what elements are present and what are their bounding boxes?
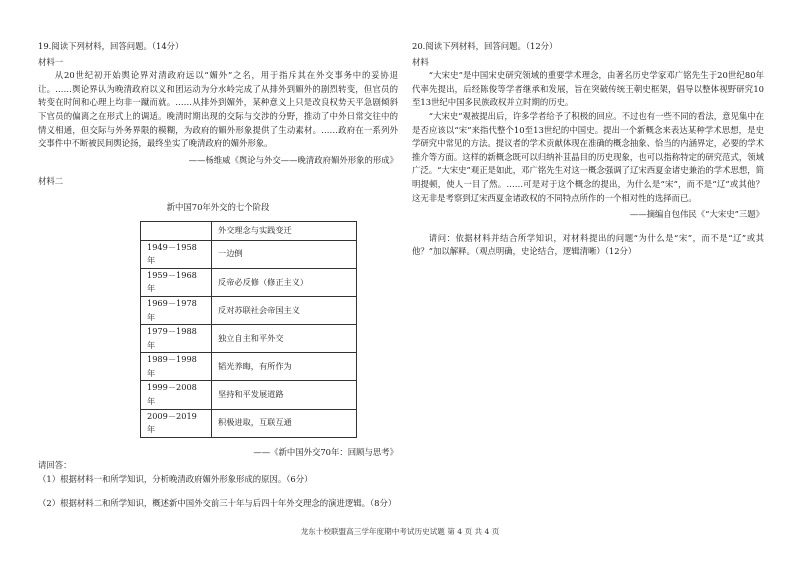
material2-source: ——《新中国外交70年：回顾与思考》: [253, 446, 398, 457]
q20-material-label: 材料: [412, 56, 429, 67]
q20-para2: “大宋史”观被提出后，许多学者给予了积极的回应。不过也有一些不同的看法，意见集中在是否应该以“宋”来指代整个10至13世纪的中国史。提出一个新概念来表达某种学术思想，是史学研究中常见的方法。提议者的学术贡献体现在准确的概念抽象、恰当的内涵界定，必要的学术推介等方面。这样的新概念既可以归纳补苴晶目的历史现象，也可以指称特定的研究范式，领域广泛。“大宋史”观正是如此，邓广铭先生对这一概念强调了辽宋西夏金诸史兼治的学术思想，简明提顿，使人一目了然。……可是对于这个概念的提出，为什么是“宋”，而不是“辽”或其他？这无非是考察到辽宋西夏金诸政权的不同特点所作的一个相对性的选择而已。: [412, 110, 764, 203]
table-cell-period: 1959－1968 年: [141, 268, 212, 296]
material1-label: 材料一: [38, 56, 64, 67]
q19-sub2: （2）根据材料二和所学知识，概述新中国外交前三十年与后四十年外交理念的演进逻辑。（8分）: [38, 497, 397, 508]
q20-source: ——摘编自包伟民《“大宋史”三题》: [629, 209, 764, 220]
diplomacy-stages-table: [140, 221, 357, 438]
spacer: [412, 222, 764, 232]
q19-sub1: （1）根据材料一和所学知识，分析晚清政府媚外形象形成的原因。（6分）: [38, 474, 313, 485]
material1-source: ——杨维威《舆论与外交——晚清政府媚外形象的形成》: [188, 154, 398, 165]
table-cell-concept: 坚持和平发展道路: [212, 381, 357, 409]
question-19: [38, 40, 398, 510]
table-cell-concept: 独立自主和平外交: [212, 325, 357, 353]
page-footer: 龙东十校联盟高三学年度期中考试历史试题 第 4 页 共 4 页: [300, 527, 500, 536]
table-cell-period: 1949－1958 年: [141, 240, 212, 268]
table-cell-concept: 积极进取，互联互通: [212, 409, 357, 437]
q19-ask: 请回答：: [38, 460, 72, 471]
table-row: [141, 353, 357, 381]
table-header-cell: 外交理念与实践变迁: [212, 221, 357, 240]
q20-para1: “大宋史”是中国宋史研究领域的重要学术理念，由著名历史学家邓广铭先生于20世纪80年代率先提出，后经陈俊等学者继承和发展，旨在突破传统王朝史框架，倡导以整体视野研究10至13世纪中国多民族政权并立时期的历史。: [412, 70, 764, 108]
table-cell-concept: 韬光养晦，有所作为: [212, 353, 357, 381]
q19-title: 19.阅读下列材料，回答问题。（14分）: [38, 41, 184, 51]
q20-title: 20.阅读下列材料，回答问题。（12分）: [412, 41, 558, 51]
table-header-cell: [141, 221, 212, 240]
table-cell-period: 1989－1998 年: [141, 353, 212, 381]
table-header-row: [141, 221, 357, 240]
table-cell-concept: 反对苏联社会帝国主义: [212, 296, 357, 324]
q20-ask: 请问：依据材料并结合所学知识，对材料提出的问题“为什么是“宋”，而不是“辽”或其他？”加以解释。（观点明确，史论结合，逻辑清晰）（12分）: [412, 232, 764, 257]
table-cell-period: 1969－1978 年: [141, 296, 212, 324]
material1-text: 从20世纪初开始舆论界对清政府远以“媚外”之名，用于指斥其在外交事务中的妥协退让。……舆论界认为晚清政府以义和团运动为分水岭完成了从排外到媚外的剧烈转变，但官员的转变在时间和心理上均非一蹴而就。……从排外到媚外，某种意义上只是改良权势天平急剧倾斜下官员的偏离之在形式上的调适。晚清时期出现的交际与交涉的分野，推动了中外日常交往中的情义相通，但交际与外务界限的模糊，为政府的媚外形象提供了生动素材。……政府在一系列外交事件中不断被民间舆论扬，最终坐实了晚清政府的媚外形象。: [38, 70, 398, 149]
table-row: [141, 381, 357, 409]
table-row: [141, 325, 357, 353]
material2-label: 材料二: [38, 176, 64, 187]
table-cell-concept: 一边倒: [212, 240, 357, 268]
table-cell-concept: 反帝必反修（修正主义）: [212, 268, 357, 296]
table-cell-period: 1979－1988 年: [141, 325, 212, 353]
table-row: [141, 240, 357, 268]
table-title: 新中国70年外交的七个阶段: [166, 201, 270, 212]
table-row: [141, 409, 357, 437]
question-20: [412, 40, 764, 259]
table-cell-period: 2009－2019 年: [141, 409, 212, 437]
spacer: [38, 487, 398, 497]
table-cell-period: 1999－2008 年: [141, 381, 212, 409]
table-row: [141, 296, 357, 324]
table-row: [141, 268, 357, 296]
